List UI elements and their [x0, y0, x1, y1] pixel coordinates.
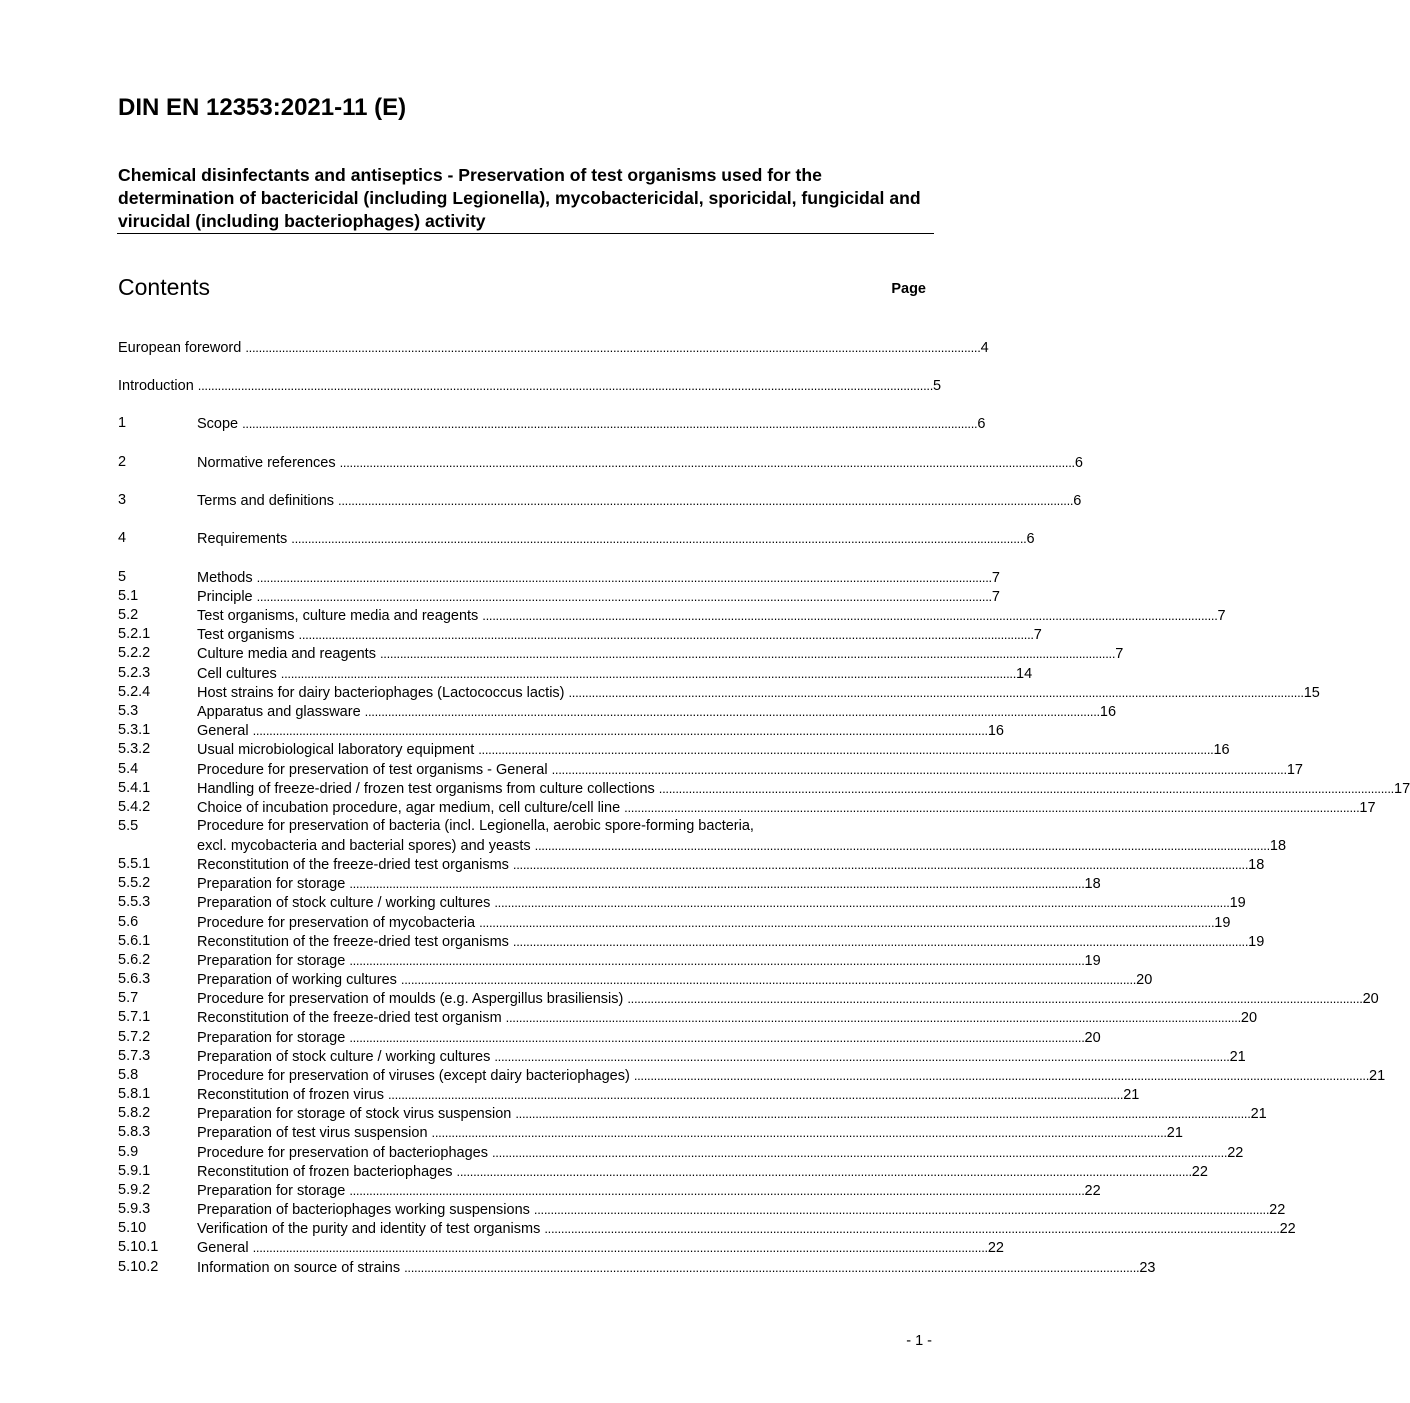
toc-dot-leader: .............................................................................................................................................................................................................................. — [456, 1164, 1192, 1179]
toc-entry-number: 5.7.1 — [118, 1009, 151, 1025]
toc-entry-number: 5 — [118, 569, 127, 585]
toc-dot-leader: .............................................................................................................................................................................................................................. — [568, 685, 1304, 700]
toc-entry-page: 18 — [1269, 838, 1287, 854]
toc-entry-page: 6 — [1026, 531, 1035, 547]
toc-entry[interactable] — [118, 951, 1101, 970]
toc-entry-title: Introduction — [118, 378, 194, 394]
toc-entry-page: 21 — [1369, 1068, 1386, 1084]
toc-entry[interactable] — [118, 625, 1042, 644]
toc-entry-title: Principle — [197, 589, 253, 605]
toc-entry[interactable] — [118, 1162, 1208, 1181]
toc-entry-title: Reconstitution of the freeze-dried test organisms — [197, 857, 509, 873]
toc-dot-leader: .............................................................................................................................................................................................................................. — [533, 1202, 1270, 1217]
toc-dot-leader: .............................................................................................................................................................................................................................. — [627, 991, 1363, 1006]
toc-entry-page: 7 — [1033, 627, 1042, 643]
toc-entry-number: 5.7 — [118, 990, 139, 1006]
toc-dot-leader: .............................................................................................................................................................................................................................. — [338, 493, 1074, 508]
toc-entry[interactable] — [118, 1143, 1244, 1162]
toc-entry-title: Procedure for preservation of mycobacteria — [197, 915, 476, 931]
toc-entry[interactable] — [118, 529, 1035, 548]
toc-entry-number: 5.8.1 — [118, 1086, 151, 1102]
toc-entry-page: 7 — [1217, 608, 1226, 624]
toc-entry-number: 5.7.3 — [118, 1048, 151, 1064]
toc-dot-leader: .............................................................................................................................................................................................................................. — [245, 340, 981, 355]
toc-entry-title: Requirements — [197, 531, 288, 547]
toc-dot-leader: .............................................................................................................................................................................................................................. — [379, 646, 1116, 661]
toc-entry-title: Reconstitution of the freeze-dried test organism — [197, 1010, 502, 1026]
toc-entry-page: 22 — [1191, 1164, 1208, 1180]
toc-entry-page: 20 — [1084, 1030, 1101, 1046]
toc-dot-leader: .............................................................................................................................................................................................................................. — [400, 972, 1137, 987]
toc-dot-leader: .............................................................................................................................................................................................................................. — [515, 1106, 1251, 1121]
toc-entry[interactable] — [118, 970, 1153, 989]
toc-entry-title: General — [197, 723, 249, 739]
toc-entry-number: 5.4 — [118, 761, 139, 777]
toc-entry-title: Preparation for storage — [197, 876, 346, 892]
toc-dot-leader: .............................................................................................................................................................................................................................. — [491, 1145, 1228, 1160]
toc-entry-title: Reconstitution of frozen bacteriophages — [197, 1164, 453, 1180]
toc-entry-page: 5 — [933, 378, 942, 394]
toc-entry-number: 5.2.2 — [118, 645, 151, 661]
toc-entry-title: European foreword — [118, 340, 242, 356]
toc-entry[interactable] — [118, 760, 1303, 779]
toc-entry-number: 5.2 — [118, 607, 139, 623]
toc-entry[interactable] — [118, 414, 986, 433]
toc-entry-page: 19 — [1248, 934, 1265, 950]
toc-entry[interactable] — [118, 779, 1410, 798]
toc-entry-number: 5.2.4 — [118, 684, 151, 700]
toc-dot-leader: .............................................................................................................................................................................................................................. — [349, 953, 1085, 968]
toc-entry-number: 3 — [118, 492, 127, 508]
toc-dot-leader: .............................................................................................................................................................................................................................. — [349, 876, 1085, 891]
toc-entry-title: Reconstitution of frozen virus — [197, 1087, 384, 1103]
toc-entry[interactable] — [118, 1008, 1258, 1027]
toc-entry[interactable] — [118, 798, 1376, 817]
toc-entry-page: 22 — [987, 1240, 1004, 1256]
toc-entry-title: Procedure for preservation of viruses (except dairy bacteriophages) — [197, 1068, 630, 1084]
toc-entry-page: 16 — [987, 723, 1004, 739]
toc-dot-leader: .............................................................................................................................................................................................................................. — [431, 1125, 1167, 1140]
toc-dot-leader: .............................................................................................................................................................................................................................. — [479, 915, 1215, 930]
toc-entry-page: 7 — [991, 589, 1000, 605]
toc-entry-number: 5.5.1 — [118, 856, 151, 872]
toc-entry[interactable] — [118, 989, 1379, 1008]
toc-dot-leader: .............................................................................................................................................................................................................................. — [256, 589, 992, 604]
toc-entry-number: 5.6.3 — [118, 971, 151, 987]
toc-dot-leader: .............................................................................................................................................................................................................................. — [349, 1030, 1085, 1045]
toc-entry-number: 5.8.2 — [118, 1105, 151, 1121]
toc-entry-page: 6 — [977, 416, 986, 432]
toc-entry-number: 5.10 — [118, 1220, 147, 1236]
toc-entry-title: Host strains for dairy bacteriophages (Lactococcus lactis) — [197, 685, 565, 701]
toc-entry-page: 17 — [1394, 781, 1410, 797]
toc-entry-title: Cell cultures — [197, 666, 277, 682]
toc-entry-page: 21 — [1123, 1087, 1140, 1103]
toc-entry-number: 5.3.2 — [118, 741, 151, 757]
toc-dot-leader: .............................................................................................................................................................................................................................. — [478, 742, 1214, 757]
toc-entry[interactable] — [118, 932, 1265, 951]
toc-entry[interactable] — [118, 453, 1083, 472]
toc-entry-title: Test organisms, culture media and reagents — [197, 608, 479, 624]
toc-entry[interactable] — [118, 338, 989, 357]
toc-entry[interactable] — [118, 1104, 1267, 1123]
toc-entry[interactable] — [118, 817, 1287, 855]
toc-dot-leader: .............................................................................................................................................................................................................................. — [658, 781, 1394, 796]
toc-entry[interactable] — [118, 376, 942, 395]
toc-entry-title-line1: Procedure for preservation of bacteria (incl. Legionella, aerobic spore-forming bacteria, — [197, 818, 754, 834]
toc-dot-leader: .............................................................................................................................................................................................................................. — [291, 531, 1027, 546]
toc-entry-page: 21 — [1250, 1106, 1267, 1122]
toc-entry-page: 4 — [980, 340, 989, 356]
toc-entry[interactable] — [118, 1028, 1101, 1047]
contents-heading: Contents — [118, 274, 211, 300]
toc-entry-number: 5.8 — [118, 1067, 139, 1083]
toc-entry[interactable] — [118, 893, 1246, 912]
toc-dot-leader: .............................................................................................................................................................................................................................. — [364, 704, 1100, 719]
toc-entry[interactable] — [118, 702, 1117, 721]
toc-dot-leader: .............................................................................................................................................................................................................................. — [512, 934, 1249, 949]
toc-entry-page: 21 — [1166, 1125, 1183, 1141]
toc-entry-number: 5.1 — [118, 588, 139, 604]
toc-entry-title: Handling of freeze-dried / frozen test organisms from culture collections — [197, 781, 655, 797]
page-column-label: Page — [891, 281, 926, 297]
toc-dot-leader: .............................................................................................................................................................................................................................. — [339, 455, 1075, 470]
toc-entry-page: 19 — [1214, 915, 1231, 931]
toc-entry[interactable] — [118, 1238, 1004, 1257]
toc-entry[interactable] — [118, 606, 1226, 625]
toc-entry-title: Preparation of stock culture / working cultures — [197, 1049, 491, 1065]
toc-entry-page: 22 — [1227, 1145, 1244, 1161]
toc-entry-page: 17 — [1359, 800, 1376, 816]
toc-entry-number: 5.7.2 — [118, 1029, 151, 1045]
toc-entry-number: 5.2.1 — [118, 626, 151, 642]
toc-entry[interactable] — [118, 721, 1004, 740]
toc-entry-title: Normative references — [197, 455, 336, 471]
toc-entry[interactable] — [118, 664, 1033, 683]
toc-entry[interactable] — [118, 1258, 1156, 1277]
toc-entry[interactable] — [118, 683, 1320, 702]
toc-entry-title: excl. mycobacteria and bacterial spores) and yeasts — [197, 838, 531, 854]
toc-entry-number: 5.10.2 — [118, 1259, 159, 1275]
toc-entry-page: 18 — [1084, 876, 1101, 892]
toc-entry[interactable] — [118, 1066, 1386, 1085]
toc-dot-leader: .............................................................................................................................................................................................................................. — [404, 1260, 1140, 1275]
toc-entry-number: 5.8.3 — [118, 1124, 151, 1140]
toc-entry-title: Preparation of test virus suspension — [197, 1125, 428, 1141]
toc-entry[interactable] — [118, 644, 1124, 663]
toc-entry-page: 14 — [1016, 666, 1033, 682]
toc-entry[interactable] — [118, 1181, 1101, 1200]
toc-entry-number: 5.6.2 — [118, 952, 151, 968]
toc-entry[interactable] — [118, 1200, 1286, 1219]
toc-entry-title: Information on source of strains — [197, 1260, 401, 1276]
toc-entry-page: 20 — [1362, 991, 1379, 1007]
toc-entry-number: 5.3.1 — [118, 722, 151, 738]
toc-entry-page: 23 — [1139, 1260, 1156, 1276]
toc-entry-page: 7 — [991, 570, 1000, 586]
toc-entry-page: 16 — [1213, 742, 1230, 758]
toc-entry-number: 4 — [118, 530, 127, 546]
toc-entry-page: 17 — [1286, 762, 1303, 778]
toc-dot-leader: .............................................................................................................................................................................................................................. — [512, 857, 1249, 872]
toc-dot-leader: .............................................................................................................................................................................................................................. — [242, 416, 978, 431]
toc-entry-number: 5.5.2 — [118, 875, 151, 891]
toc-entry-number: 5.5.3 — [118, 894, 151, 910]
toc-dot-leader: .............................................................................................................................................................................................................................. — [551, 762, 1287, 777]
footer-page-number: - 1 - — [906, 1333, 932, 1349]
toc-entry-title: Preparation of working cultures — [197, 972, 397, 988]
toc-entry-page: 15 — [1303, 685, 1320, 701]
toc-entry-number: 5.4.2 — [118, 799, 151, 815]
toc-entry-title: Procedure for preservation of bacteriophages — [197, 1145, 488, 1161]
toc-dot-leader: .............................................................................................................................................................................................................................. — [624, 800, 1360, 815]
toc-entry-page: 20 — [1240, 1010, 1258, 1026]
toc-entry-number: 5.4.1 — [118, 780, 151, 796]
toc-entry-page: 22 — [1084, 1183, 1101, 1199]
toc-entry-number: 5.2.3 — [118, 665, 151, 681]
toc-entry-title: Preparation for storage of stock virus suspension — [197, 1106, 512, 1122]
toc-entry-title: Reconstitution of the freeze-dried test organisms — [197, 934, 509, 950]
toc-entry-title: Usual microbiological laboratory equipment — [197, 742, 475, 758]
toc-entry-number: 5.3 — [118, 703, 139, 719]
toc-entry-title: Verification of the purity and identity of test organisms — [197, 1221, 541, 1237]
toc-entry-title: Culture media and reagents — [197, 646, 376, 662]
toc-entry[interactable] — [118, 1123, 1183, 1142]
toc-dot-leader: .............................................................................................................................................................................................................................. — [252, 1240, 988, 1255]
toc-entry-title: Scope — [197, 416, 239, 432]
toc-entry-number: 5.9 — [118, 1144, 139, 1160]
toc-entry[interactable] — [118, 587, 1000, 606]
toc-entry[interactable] — [118, 568, 1000, 587]
toc-dot-leader: .............................................................................................................................................................................................................................. — [197, 378, 934, 393]
toc-entry-title: Preparation for storage — [197, 1183, 346, 1199]
toc-entry[interactable] — [118, 855, 1265, 874]
toc-entry-number: 5.6 — [118, 914, 139, 930]
toc-dot-leader: .............................................................................................................................................................................................................................. — [534, 838, 1270, 853]
toc-entry-title: Procedure for preservation of moulds (e.g. Aspergillus brasiliensis) — [197, 991, 624, 1007]
toc-dot-leader: .............................................................................................................................................................................................................................. — [633, 1068, 1370, 1083]
toc-entry-title: General — [197, 1240, 249, 1256]
toc-entry-page: 20 — [1136, 972, 1153, 988]
toc-entry-title: Preparation of bacteriophages working suspensions — [197, 1202, 530, 1218]
document-title: Chemical disinfectants and antiseptics - Preservation of test organisms used for the determination of bactericidal (including Legionella), mycobactericidal, sporicidal, fungicidal and virucidal (including bacteriophages) activity — [118, 165, 921, 231]
toc-dot-leader: .............................................................................................................................................................................................................................. — [387, 1087, 1124, 1102]
toc-entry-number: 5.9.2 — [118, 1182, 151, 1198]
toc-dot-leader: .............................................................................................................................................................................................................................. — [544, 1221, 1280, 1236]
toc-entry-title: Preparation of stock culture / working cultures — [197, 895, 491, 911]
toc-entry[interactable] — [118, 913, 1231, 932]
toc-entry-title: Preparation for storage — [197, 1030, 346, 1046]
toc-entry-page: 22 — [1269, 1202, 1286, 1218]
toc-entry[interactable] — [118, 1085, 1140, 1104]
toc-entry-page: 19 — [1229, 895, 1246, 911]
toc-entry-title: Methods — [197, 570, 253, 586]
toc-dot-leader: .............................................................................................................................................................................................................................. — [494, 1049, 1230, 1064]
toc-entry-title: Procedure for preservation of test organisms - General — [197, 762, 548, 778]
toc-entry-number: 1 — [118, 415, 127, 431]
toc-entry-title: Test organisms — [197, 627, 295, 643]
toc-entry-page: 18 — [1248, 857, 1265, 873]
toc-dot-leader: .............................................................................................................................................................................................................................. — [505, 1010, 1241, 1025]
toc-entry-page: 22 — [1279, 1221, 1296, 1237]
toc-entry-number: 5.9.3 — [118, 1201, 151, 1217]
toc-entry-page: 6 — [1073, 493, 1082, 509]
toc-entry-title: Terms and definitions — [197, 493, 335, 509]
toc-entry[interactable] — [118, 740, 1230, 759]
toc-dot-leader: .............................................................................................................................................................................................................................. — [494, 895, 1230, 910]
toc-dot-leader: .............................................................................................................................................................................................................................. — [280, 666, 1017, 681]
toc-entry-number: 2 — [118, 454, 127, 470]
toc-entry-number: 5.5 — [118, 818, 139, 834]
toc-dot-leader: .............................................................................................................................................................................................................................. — [482, 608, 1218, 623]
toc-entry-number: 5.6.1 — [118, 933, 151, 949]
toc-entry-page: 6 — [1074, 455, 1083, 471]
toc-entry-title: Choice of incubation procedure, agar medium, cell culture/cell line — [197, 800, 621, 816]
toc-entry[interactable] — [118, 874, 1101, 893]
toc-entry-page: 16 — [1099, 704, 1117, 720]
toc-dot-leader: .............................................................................................................................................................................................................................. — [298, 627, 1034, 642]
toc-entry[interactable] — [118, 1219, 1296, 1238]
toc-entry[interactable] — [118, 1047, 1246, 1066]
toc-entry[interactable] — [118, 491, 1082, 510]
toc-entry-page: 7 — [1115, 646, 1124, 662]
toc-dot-leader: .............................................................................................................................................................................................................................. — [256, 570, 992, 585]
toc-entry-page: 21 — [1229, 1049, 1246, 1065]
toc-entry-number: 5.10.1 — [118, 1239, 159, 1255]
toc-entry-number: 5.9.1 — [118, 1163, 151, 1179]
document-id: DIN EN 12353:2021-11 (E) — [118, 94, 407, 121]
toc-dot-leader: .............................................................................................................................................................................................................................. — [252, 723, 988, 738]
toc-dot-leader: .............................................................................................................................................................................................................................. — [349, 1183, 1085, 1198]
toc-entry-page: 19 — [1084, 953, 1101, 969]
toc-entry-title: Preparation for storage — [197, 953, 346, 969]
title-rule — [117, 233, 934, 234]
toc-entry-title: Apparatus and glassware — [197, 704, 361, 720]
